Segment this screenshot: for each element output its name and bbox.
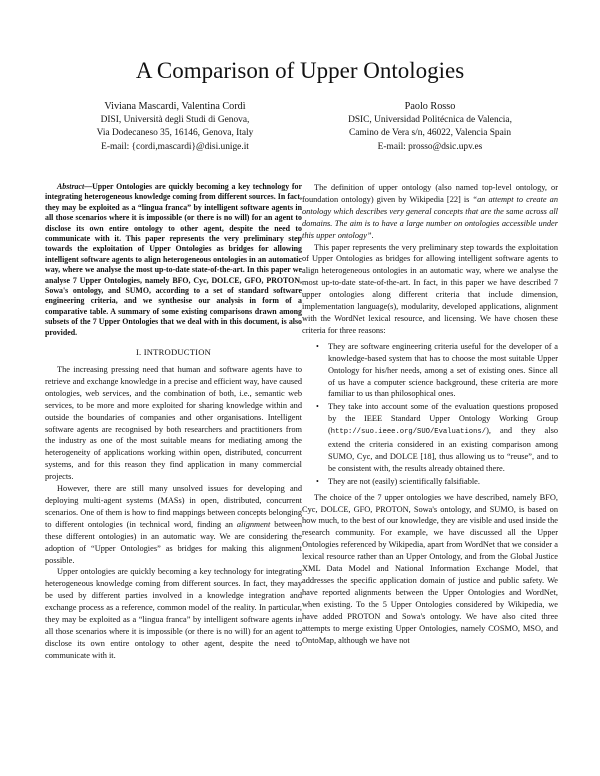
paper-title: A Comparison of Upper Ontologies — [135, 58, 465, 83]
abstract — [45, 182, 302, 338]
list-item-text: They are not (easily) scientifically falsifiable. — [328, 476, 480, 486]
paragraph — [45, 483, 302, 566]
right-column — [302, 182, 558, 646]
paragraph-text: . — [371, 230, 374, 240]
emphasis-text: alignment — [236, 519, 271, 529]
bullet-icon: • — [316, 341, 319, 351]
list-item-text: ), and they also extend the criteria considered in an existing comparison among SUMO, Cyc, and DOLCE [18], thus allowing us to “reuse”, and to be consistent with, the results already obtained there. — [328, 426, 558, 473]
list-item — [316, 341, 558, 401]
quote-text: “an attempt to create an ontology which describes very general concepts that are the same across all domains. The aim is to have a large number on ontologies accessible under this upper ontology” — [302, 194, 558, 240]
paragraph-text: between these different ontologies) in an automatic way. We are considering the adoption of “Upper Ontologies” as bridges for making this alignment possible. — [45, 519, 302, 565]
author-affiliation: DSIC, Universidad Politécnica de Valencia, — [348, 114, 512, 125]
author-email: E-mail: {cordi,mascardi}@disi.unige.it — [101, 141, 249, 152]
author-affiliation: DISI, Università degli Studi di Genova, — [100, 114, 250, 125]
paragraph: Upper ontologies are quickly becoming a key technology for integrating heterogeneous knowledge coming from different sources. In fact, they may be used by different parties involved in a knowledge integration and exchange process as a reference, common model of the reality. In particular, they may be exploited as a “lingua franca” by intelligent software agents in all those scenarios where it is impossible (or there is no will) for an agent to disclose its own entire ontology to other agent, despite the need to communicate with it. — [45, 567, 302, 660]
author-name: Paolo Rosso — [404, 101, 456, 112]
list-item — [316, 476, 558, 488]
author-name: Viviana Mascardi, Valentina Cordì — [104, 101, 246, 112]
list-item — [316, 401, 558, 474]
bullet-icon: • — [316, 476, 319, 486]
paragraph-text: However, there are still many unsolved issues for developing and deploying multi-agent systems (MASs) in open, distributed, concurrent scenarios. One of them is how to find mappings between concepts belonging to different ontologies (in technical word, finding an — [45, 484, 302, 529]
abstract-label: Abstract — [57, 182, 85, 191]
url-link[interactable]: http://suo.ieee.org/SUO/Evaluations/ — [330, 428, 487, 437]
paragraph-text: The definition of upper ontology (also named top-level ontology, or foundation ontology) given by Wikipedia [22] is — [302, 183, 558, 204]
author-block-2 — [322, 100, 538, 154]
list-item-text: They are software engineering criteria useful for the developer of a knowledge-based system that has to choose the most suitable Upper Ontology for his/her needs, among a set of existing ones. Since all of us have a computer science background, these criteria are more familiar to us than philosophical ones. — [328, 341, 558, 399]
abstract-text: —Upper Ontologies are quickly becoming a key technology for integrating heterogeneous knowledge coming from different sources. In fact, they may be exploited as a “lingua franca” by intelligent software agents in all those scenarios where it is impossible (or there is no will) for an agent to disclose its own entire ontology to other agent, despite the need to communicate with it. This paper represents the very preliminary step towards the exploitation of Upper Ontologies as bridges for allowing intelligent software agents to align heterogeneous ontologies in an automatic way, where we analyse the most up-to-date state-of-the-art. In this paper we analyse 7 Upper Ontologies, namely BFO, Cyc, DOLCE, GFO, PROTON, Sowa's ontology, and SUMO, according to a set of standard software engineering criteria, and we synthesise our analysis in form of a comparative table. A summary of some existing comparisons drawn among subsets of the 7 Upper Ontologies that we deal with in this document, is also provided. — [45, 182, 302, 337]
list-item-text: They take into account some of the evaluation questions proposed by the IEEE Standard Upper Ontology Working Group ( — [328, 402, 558, 436]
paragraph — [302, 182, 558, 242]
author-address: Camino de Vera s/n, 46022, Valencia Spain — [348, 128, 512, 139]
left-column — [45, 182, 302, 662]
paragraph: The increasing pressing need that human and software agents have to retrieve and exchange knowledge in a precise and efficient way, have caused ontologies, web services, and the combination of both, i.e., semantic web services, to be more and more exploited for sharing knowledge within and outside the boundaries of companies and other organisations. Intelligent software agents are recognised by both researchers and practitioners from the industry as one of the most suitable means for mediating among the heterogeneity of applications working within open, distributed, concurrent systems, and for this reason they find application in many commercial projects. — [45, 365, 302, 482]
paragraph: This paper represents the very preliminary step towards the exploitation of Upper Ontologies as bridges for allowing intelligent software agents to align heterogeneous ontologies in an automatic way, where we analyse the most up-to-date state-of-the-art. In fact, in this paper we have described 7 upper ontologies along different criteria that include dimension, implementation language(s), modularity, developed applications, alignment with the WordNet lexical resource, and licensing. We have chosen these criteria for three reasons: — [302, 242, 558, 335]
paragraph: The choice of the 7 upper ontologies we have described, namely BFO, Cyc, DOLCE, GFO, PROTON, Sowa's ontology, and SUMO, is based on how much, to the best of our knowledge, they are visible and used inside the research community. For example, we have discussed all the Upper Ontologies referenced by Wikipedia, apart from WordNet that we consider a lexical resource rather than an Upper Ontology, and from the Global Justice XML Data Model and National Information Exchange Model, that addresses the specific application domain of justice and public safety. We have reported alignments between the Upper Ontologies and WordNet, when existing. To the 5 Upper Ontologies considered by Wikipedia, we have added PROTON and Sowa's ontology. We have also cited three attempts to merge existing Upper Ontologies, namely COSMO, MSO, and OntoMap, although we have not — [302, 492, 558, 645]
bullet-icon: • — [316, 402, 319, 412]
author-address: Via Dodecaneso 35, 16146, Genova, Italy — [96, 128, 254, 139]
author-email: E-mail: prosso@dsic.upv.es — [377, 141, 483, 152]
author-block-1 — [60, 100, 290, 154]
section-heading: I. INTRODUCTION — [135, 347, 212, 358]
criteria-list — [302, 341, 558, 488]
